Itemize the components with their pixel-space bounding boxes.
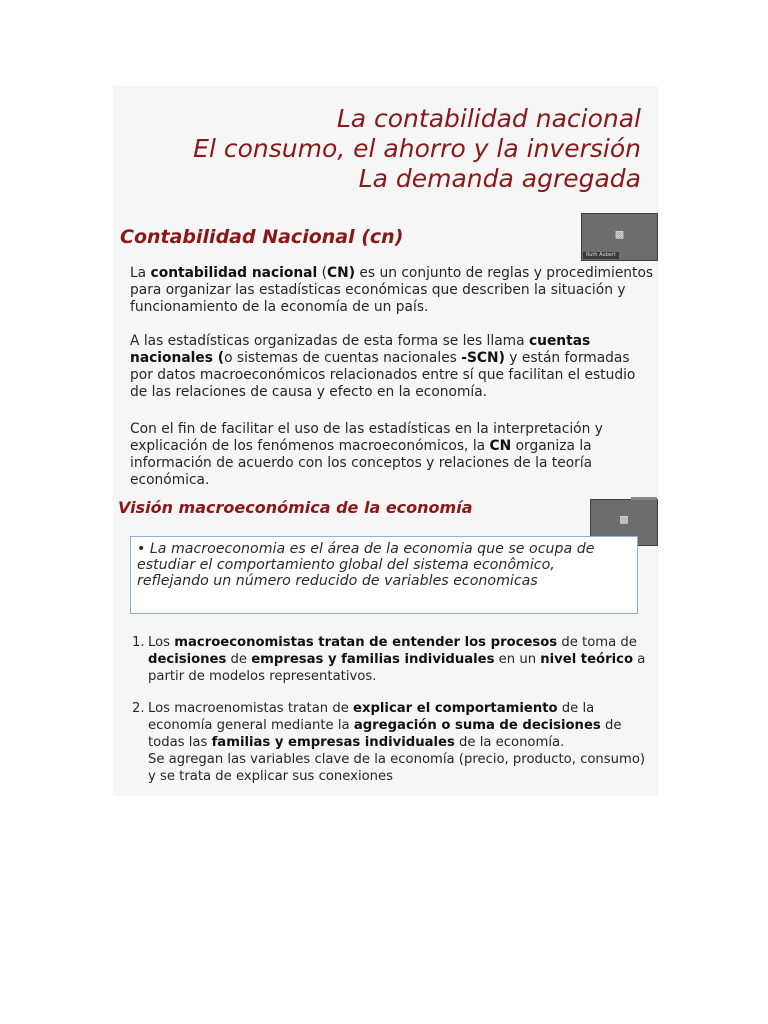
thumbnail-bar — [631, 497, 657, 500]
paragraph-definition: La contabilidad nacional (CN) es un conjunto de reglas y procedimientos para organizar las estadísticas económicas que describen la situación y funcionamiento de la economía de un país. — [130, 265, 654, 315]
section-heading-vision: Visión macroeconómica de la economía — [118, 498, 473, 517]
video-thumbnail-1[interactable] — [581, 213, 658, 261]
definition-box: • La macroeconomia es el área de la economia que se ocupa de estudiar el comportamiento global del sistema econômico, reflejando un número reducido de variables economicas — [130, 536, 638, 614]
slide-title — [113, 104, 641, 194]
title-line-1: La contabilidad nacional — [336, 104, 641, 133]
list-number: 1. — [132, 635, 145, 650]
title-line-2: El consumo, el ahorro y la inversión — [193, 134, 641, 163]
presenter-icon: ▩ — [619, 514, 629, 526]
paragraph-cuentas-nacionales: A las estadísticas organizadas de esta forma se les llama cuentas nacionales (o sistemas de cuentas nacionales -SCN) y están formadas por datos macroeconómicos relacionados entre sí que facilitan el estudio de las relaciones de causa y efecto en la economía. — [130, 333, 636, 400]
section-heading-contabilidad: Contabilidad Nacional (cn) — [120, 226, 404, 248]
presenter-icon: ▩ — [614, 229, 625, 241]
list-number: 2. — [132, 701, 145, 716]
list-item-1: 1. Los macroeconomistas tratan de entender los procesos de toma de decisiones de empresas y familias individuales en un nivel teórico a partir de modelos representativos. — [132, 635, 646, 684]
list-item-2: 2. Los macroenomistas tratan de explicar el comportamiento de la economía general mediante la agregación o suma de decisiones de todas las familias y empresas individuales de la economía. Se agregan las variables clave de la economía (precio, producto, consumo) y se trata de explicar sus conexiones — [132, 701, 646, 784]
presenter-name: Ruth Aubert — [583, 252, 619, 259]
paragraph-cn-organiza: Con el fin de facilitar el uso de las estadísticas en la interpretación y explicación de los fenómenos macroeconómicos, la CN organiza la información de acuerdo con los conceptos y relaciones de la teoría económica. — [130, 421, 603, 488]
title-line-3: La demanda agregada — [358, 164, 641, 193]
